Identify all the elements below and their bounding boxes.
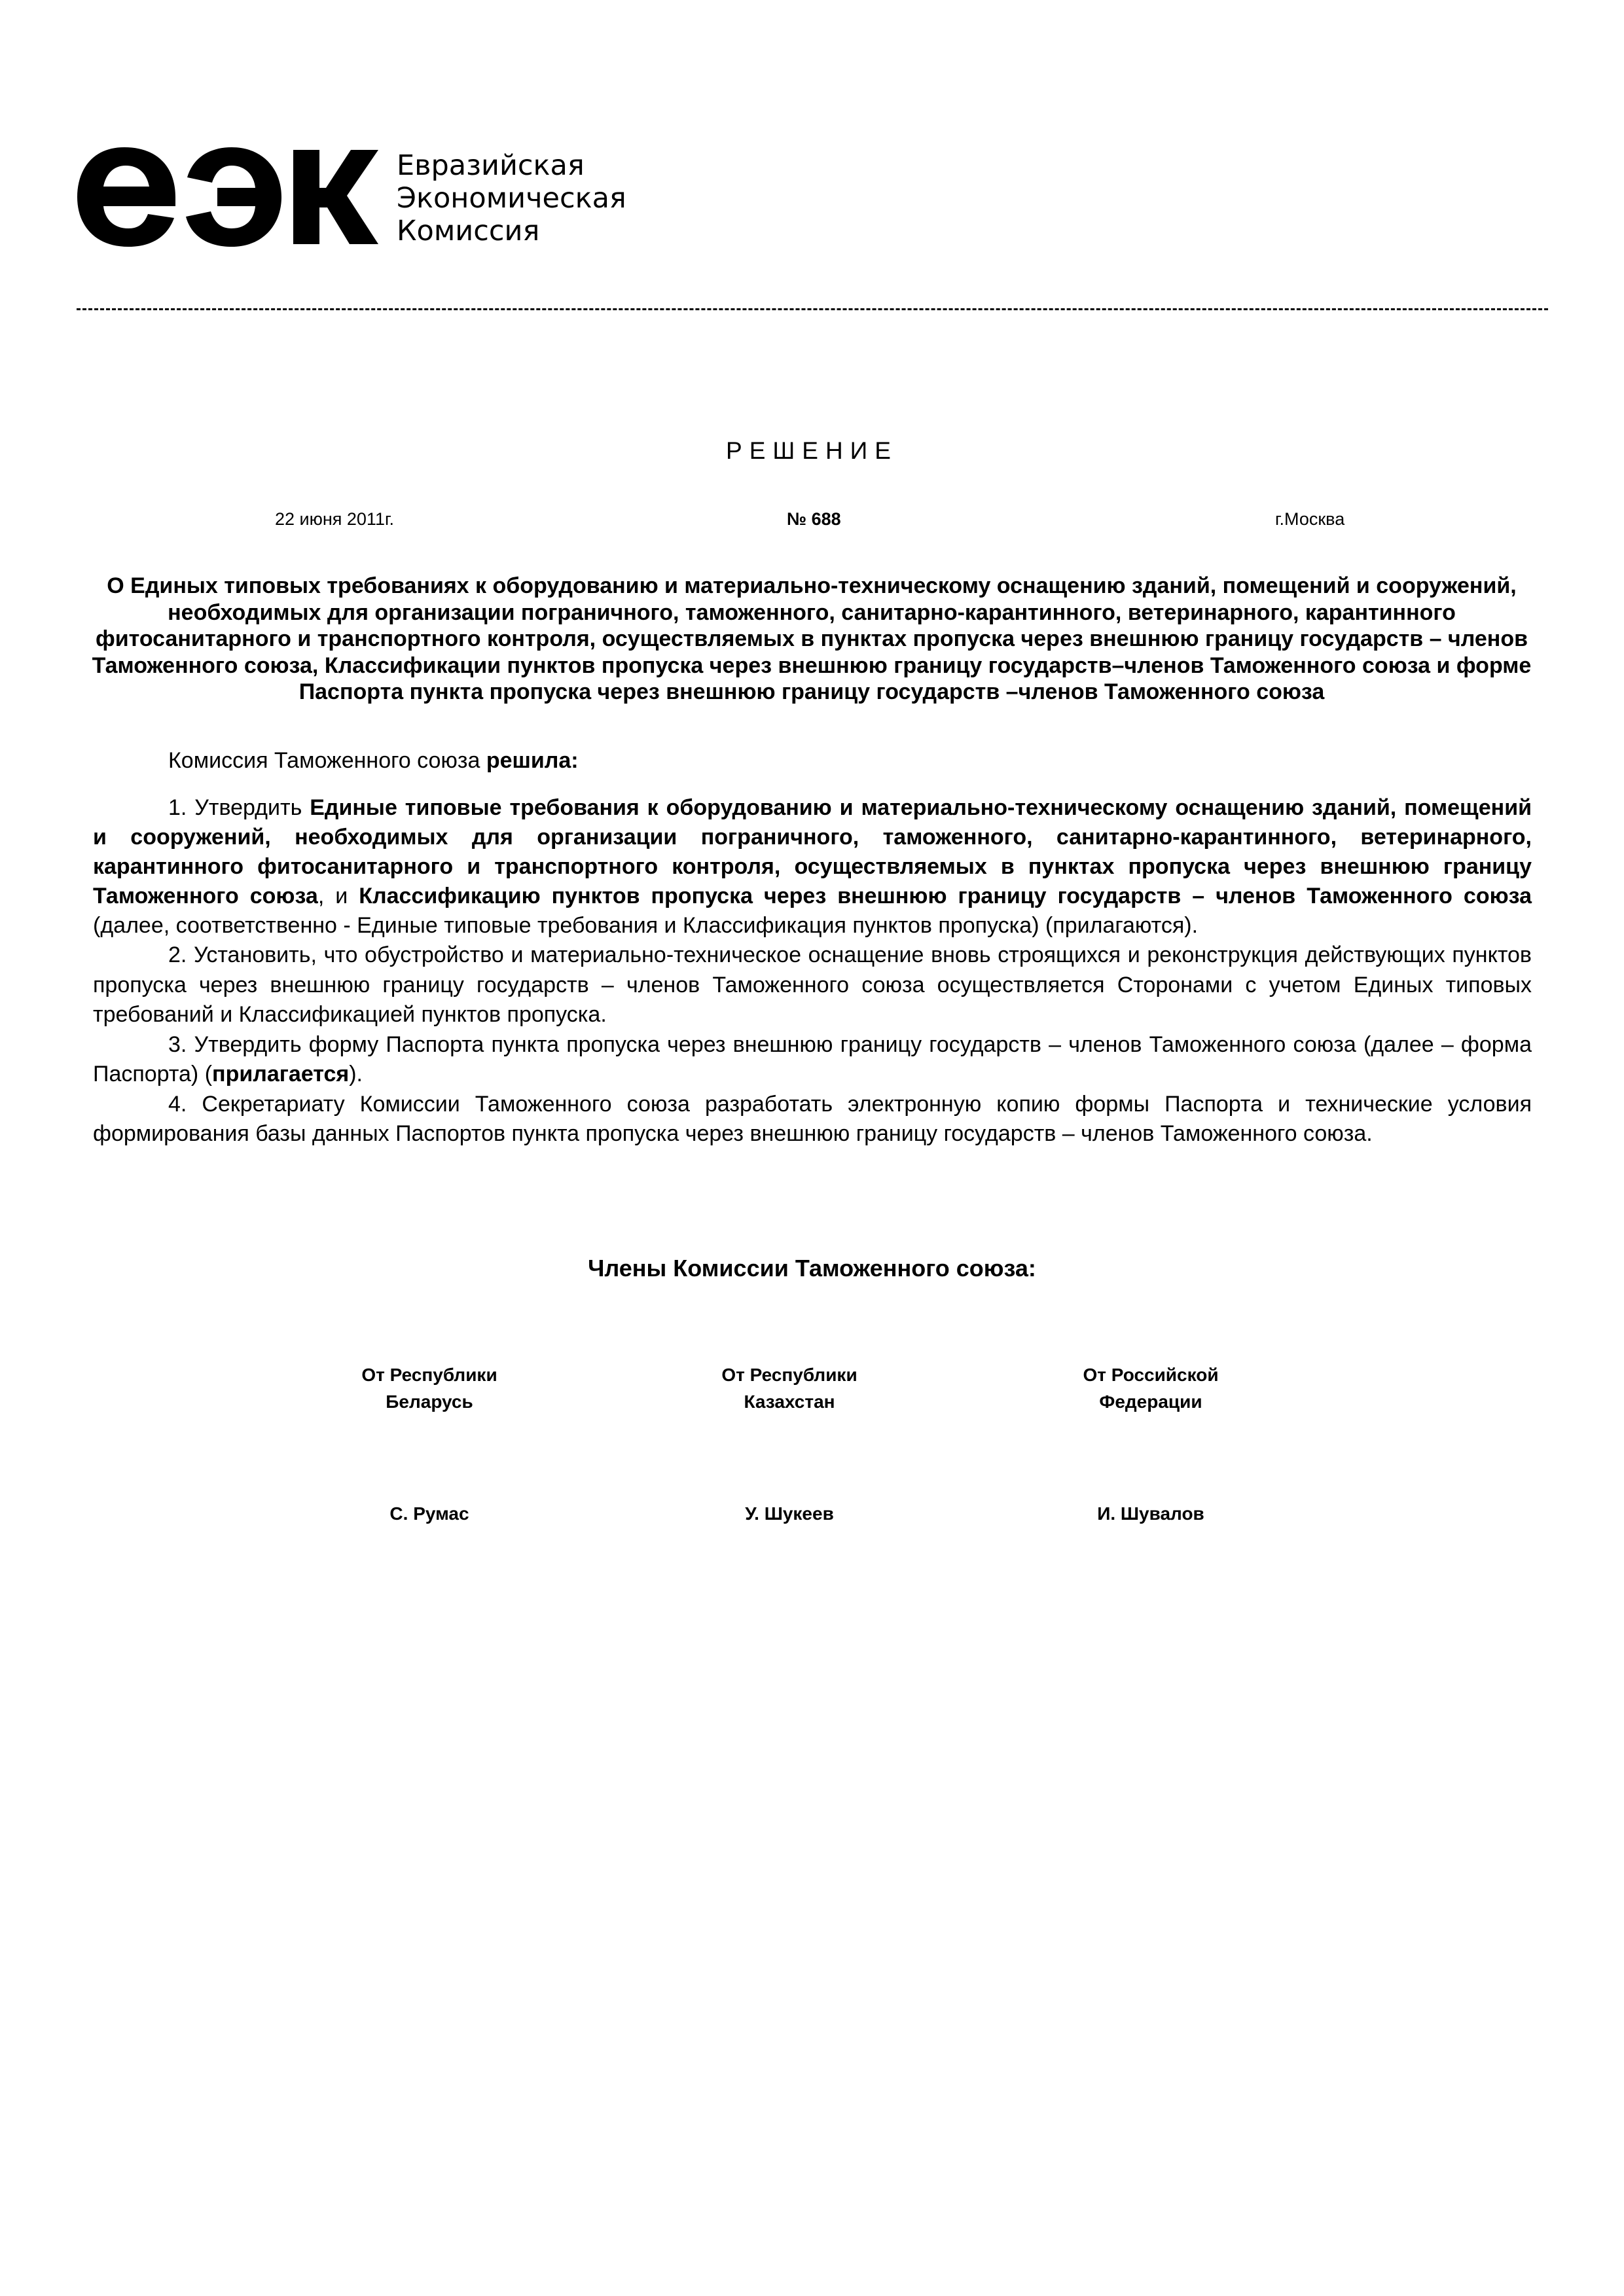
intro-paragraph: [93, 746, 1532, 776]
signatory-name-kazakhstan: У. Шукеев: [745, 1503, 834, 1524]
item-1-tail: (далее, соответственно - Единые типовые требования и Классификация пунктов пропуска) (прилагаются).: [93, 913, 1199, 938]
signatory-org-belarus: [292, 1361, 567, 1415]
item-1: [93, 793, 1532, 941]
signatory-name-belarus: С. Румас: [389, 1503, 469, 1524]
signatory-org-kazakhstan: [652, 1361, 927, 1415]
item-3: [93, 1030, 1532, 1090]
signatory-name-russia: И. Шувалов: [1097, 1503, 1204, 1524]
intro-resolved: решила:: [486, 748, 579, 773]
logo-letter-k: [293, 150, 378, 244]
logo-letter-ee: [186, 147, 281, 247]
header-divider: [77, 308, 1548, 310]
signatory-org-line1: От Республики: [361, 1365, 497, 1385]
signatory-org-russia: [1013, 1361, 1288, 1415]
logo-line-1: Евразийская: [397, 149, 585, 182]
logo-line-3: Комиссия: [397, 215, 540, 247]
signatory-org-line1: От Российской: [1083, 1365, 1219, 1385]
decision-date: 22 июня 2011г.: [275, 509, 395, 529]
item-1-classification: Классификацию пунктов пропуска через внешнюю границу государств – членов Таможенного союза: [359, 884, 1532, 908]
eek-logo-mark: [77, 134, 378, 259]
item-1-lead: 1. Утвердить: [168, 795, 302, 820]
decision-title: О Единых типовых требованиях к оборудованию и материально-техническому оснащению зданий, помещений и сооружений, необходимых для организации пограничного, таможенного, санитарно-карантинного, ветеринарного, карантинного фитосанитарного и транспортного контроля, осуществляемых в пунктах пропуска через внешнюю границу государств – членов Таможенного союза, Классификации пунктов пропуска через внешнюю границу государств–членов Таможенного союза и форме Паспорта пункта пропуска через внешнюю границу государств –членов Таможенного союза: [92, 573, 1532, 704]
intro-text: Комиссия Таможенного союза: [168, 748, 480, 773]
document-heading: РЕШЕНИЕ: [726, 437, 898, 464]
item-3-text: 3. Утвердить форму Паспорта пункта пропуска через внешнюю границу государств – членов Таможенного союза (далее – форма Паспорта) (: [93, 1031, 1532, 1086]
signatory-org-line2: Федерации: [1099, 1391, 1202, 1412]
logo-line-2: Экономическая: [397, 182, 626, 215]
item-3-attached: прилагается: [212, 1062, 350, 1086]
decision-body: [93, 746, 1532, 1149]
eek-logo-text: [397, 149, 626, 247]
signatory-org-line1: От Республики: [721, 1365, 857, 1385]
item-2: 2. Установить, что обустройство и материально-техническое оснащение вновь строящихся и реконструкция действующих пунктов пропуска через внешнюю границу государств – членов Таможенного союза осуществляется Сторонами с учетом Единых типовых требований и Классификацией пунктов пропуска.: [93, 942, 1532, 1027]
item-3-tail: ).: [349, 1062, 363, 1086]
decision-city: г.Москва: [1275, 509, 1345, 529]
item-4: 4. Секретариату Комиссии Таможенного союза разработать электронную копию формы Паспорта и технические условия формирования базы данных Паспортов пункта пропуска через внешнюю границу государств – членов Таможенного союза.: [93, 1091, 1532, 1146]
decision-number: № 688: [787, 509, 841, 529]
signatory-org-line2: Казахстан: [744, 1391, 835, 1412]
members-heading: Члены Комиссии Таможенного союза:: [588, 1255, 1036, 1282]
item-1-joiner: , и: [317, 884, 348, 908]
logo-letter-e: [77, 147, 175, 247]
signatory-org-line2: Беларусь: [386, 1391, 473, 1412]
item-1-requirements: Единые типовые требования к оборудованию и материально-техническому оснащению зданий, помещений и сооружений, необходимых для организации пограничного, таможенного, санитарно-карантинного, ветеринарного, карантинного фитосанитарного и транспортного контроля, осуществляемых в пунктах пропуска через внешнюю границу Таможенного союза: [93, 795, 1532, 908]
